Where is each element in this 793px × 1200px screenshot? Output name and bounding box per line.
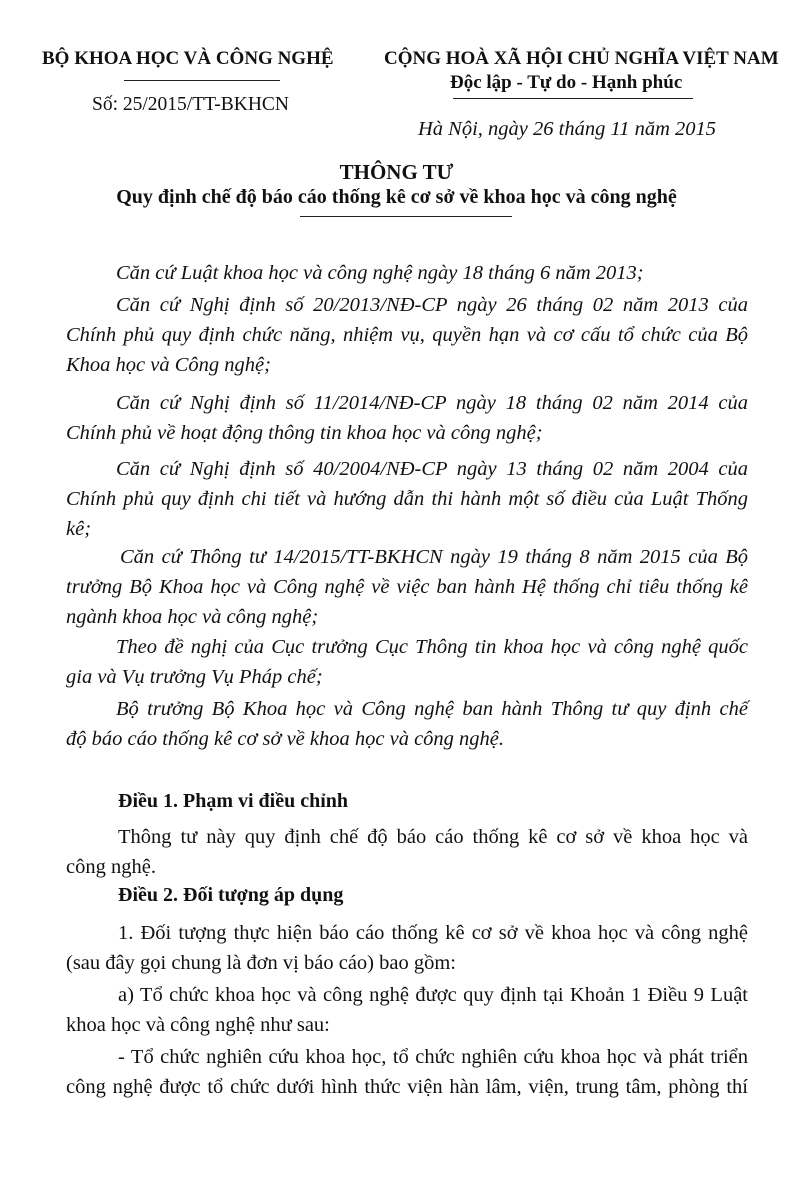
body-line: 1. Đối tượng thực hiện báo cáo thống kê cơ sở về khoa học và công nghệ	[118, 922, 748, 944]
preamble-line: Theo đề nghị của Cục trưởng Cục Thông tin khoa học và công nghệ quốc	[116, 636, 748, 658]
preamble-line: Căn cứ Nghị định số 11/2014/NĐ-CP ngày 18 tháng 02 năm 2014 của	[116, 392, 748, 414]
article-2-paragraph-3	[66, 1042, 748, 1102]
body-line: công nghệ được tổ chức dưới hình thức viện hàn lâm, viện, trung tâm, phòng thí	[66, 1076, 748, 1098]
preamble-7	[66, 694, 748, 754]
body-line: - Tổ chức nghiên cứu khoa học, tổ chức nghiên cứu khoa học và phát triển	[118, 1046, 748, 1068]
body-line: khoa học và công nghệ như sau:	[66, 1014, 330, 1036]
body-line: a) Tổ chức khoa học và công nghệ được quy định tại Khoản 1 Điều 9 Luật	[118, 984, 748, 1006]
preamble-line: độ báo cáo thống kê cơ sở về khoa học và công nghệ.	[66, 728, 505, 750]
place-and-date: Hà Nội, ngày 26 tháng 11 năm 2015	[418, 118, 717, 140]
preamble-2	[66, 290, 748, 380]
ministry-name: BỘ KHOA HỌC VÀ CÔNG NGHỆ	[42, 48, 334, 69]
preamble-line: Chính phủ quy định chức năng, nhiệm vụ, quyền hạn và cơ cấu tổ chức của Bộ	[66, 324, 748, 346]
article-2-heading: Điều 2. Đối tượng áp dụng	[118, 884, 344, 906]
document-type: THÔNG TƯ	[339, 160, 454, 184]
article-1-body	[66, 822, 748, 882]
preamble-line: ngành khoa học và công nghệ;	[66, 606, 319, 628]
preamble-6	[66, 632, 748, 692]
preamble-line: Chính phủ về hoạt động thông tin khoa học và công nghệ;	[66, 422, 543, 444]
preamble-3	[66, 388, 748, 448]
preamble-4	[66, 454, 748, 544]
body-line: Thông tư này quy định chế độ báo cáo thống kê cơ sở về khoa học và	[118, 826, 748, 848]
subject-underline	[300, 216, 512, 217]
ministry-underline	[124, 80, 280, 81]
preamble-line: trưởng Bộ Khoa học và Công nghệ về việc ban hành Hệ thống chỉ tiêu thống kê	[66, 576, 748, 598]
article-1-heading: Điều 1. Phạm vi điều chỉnh	[118, 790, 349, 812]
document-number: Số: 25/2015/TT-BKHCN	[92, 94, 290, 115]
preamble-line: gia và Vụ trưởng Vụ Pháp chế;	[66, 666, 323, 688]
document-subject: Quy định chế độ báo cáo thống kê cơ sở về khoa học và công nghệ	[116, 186, 677, 208]
preamble-5	[66, 542, 748, 632]
preamble-line: Căn cứ Thông tư 14/2015/TT-BKHCN ngày 19 tháng 8 năm 2015 của Bộ	[120, 546, 748, 568]
preamble-line: Căn cứ Nghị định số 20/2013/NĐ-CP ngày 26 tháng 02 năm 2013 của	[116, 294, 748, 316]
article-2-paragraph-2	[66, 980, 748, 1040]
preamble-1	[66, 258, 748, 288]
motto-underline	[453, 98, 693, 99]
republic-name: CỘNG HOÀ XÃ HỘI CHỦ NGHĨA VIỆT NAM	[384, 48, 779, 69]
preamble-line: Chính phủ quy định chi tiết và hướng dẫn thi hành một số điều của Luật Thống	[66, 488, 748, 510]
preamble-line: Căn cứ Luật khoa học và công nghệ ngày 18 tháng 6 năm 2013;	[116, 262, 644, 284]
preamble-line: kê;	[66, 518, 92, 540]
preamble-line: Căn cứ Nghị định số 40/2004/NĐ-CP ngày 13 tháng 02 năm 2004 của	[116, 458, 748, 480]
article-2-paragraph-1	[66, 918, 748, 978]
body-line: (sau đây gọi chung là đơn vị báo cáo) bao gồm:	[66, 952, 456, 974]
body-line: công nghệ.	[66, 856, 156, 878]
national-motto: Độc lập - Tự do - Hạnh phúc	[450, 72, 683, 93]
preamble-line: Khoa học và Công nghệ;	[66, 354, 271, 376]
preamble-line: Bộ trưởng Bộ Khoa học và Công nghệ ban hành Thông tư quy định chế	[116, 698, 748, 720]
